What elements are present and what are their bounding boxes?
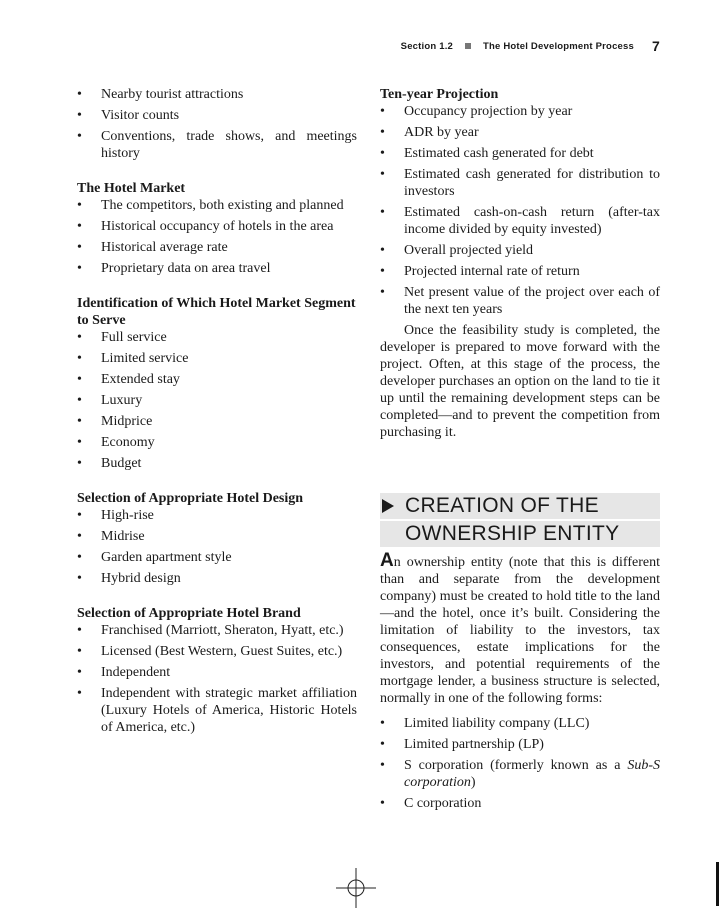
design-section [77,490,357,587]
list-item: • Luxury [77,392,357,409]
list-item: • Extended stay [77,371,357,388]
list-item: • Occupancy projection by year [380,103,660,120]
list-item: • Historical average rate [77,239,357,256]
registration-mark-icon [336,868,376,908]
intro-list [77,86,357,162]
list-item: • Licensed (Best Western, Guest Suites, etc.) [77,643,357,660]
section-title-line-2 [380,521,660,547]
s-corp-text: S corporation (formerly known as a [404,758,628,773]
section-title-line-1 [380,493,660,519]
page-number: 7 [652,38,660,54]
list-item: • Midrise [77,528,357,545]
list-item: • The competitors, both existing and planned [77,197,357,214]
header-separator-square [465,43,471,49]
list-item: • Full service [77,329,357,346]
list-item: • Estimated cash generated for distribution to investors [380,166,660,200]
list-item: • Independent [77,664,357,681]
list-item: • C corporation [380,795,660,812]
list-item: • Historical occupancy of hotels in the area [77,218,357,235]
list-item: • Proprietary data on area travel [77,260,357,277]
header-section: Section 1.2 [400,40,454,52]
section-title [380,493,660,549]
list-item: • Limited service [77,350,357,367]
header-title: The Hotel Development Process [483,40,634,52]
list-item: • Overall projected yield [380,242,660,259]
trim-edge-line [716,862,719,906]
list-item: • Conventions, trade shows, and meetings history [77,128,357,162]
list-item: • Independent with strategic market affiliation (Luxury Hotels of America, Historic Hotels of America, etc.) [77,685,357,736]
hotel-market-section [77,180,357,277]
list-item: • Franchised (Marriott, Sheraton, Hyatt, etc.) [77,622,357,639]
list-item: • Limited liability company (LLC) [380,715,660,732]
list-item: • Estimated cash generated for debt [380,145,660,162]
list-item: • Visitor counts [77,107,357,124]
drop-cap: A [380,550,394,571]
segment-section [77,295,357,472]
section-heading: Selection of Appropriate Hotel Brand [77,606,301,621]
forms-list [380,715,660,812]
list-item: • Economy [77,434,357,451]
list-item: • Garden apartment style [77,549,357,566]
left-column [77,86,357,754]
triangle-bullet-icon [382,499,394,513]
list-item [380,757,660,791]
section-title-text-2: OWNERSHIP ENTITY [405,522,620,545]
section-heading: Ten-year Projection [380,87,499,102]
ownership-paragraph [380,552,660,707]
list-item: • Projected internal rate of return [380,263,660,280]
s-corp-italic: Sub-S corporation [404,758,660,790]
list-item: • ADR by year [380,124,660,141]
projection-section [380,86,660,318]
s-corp-suffix: ) [470,775,476,790]
list-item: • High-rise [77,507,357,524]
section-heading: The Hotel Market [77,181,186,196]
feasibility-paragraph: Once the feasibility study is completed, the developer is prepared to move forward with the project. Often, at this stage of the process, the developer purchases an option on the land to tie it up until the remaining development steps can be completed—and to prevent the competition from purchasing it. [380,323,660,440]
list-item: • Limited partnership (LP) [380,736,660,753]
right-column [380,86,660,441]
section-heading: Selection of Appropriate Hotel Design [77,491,304,506]
section-title-text-1: CREATION OF THE [405,494,599,517]
brand-section [77,605,357,736]
section-heading: Identification of Which Hotel Market Segment to Serve [77,296,356,328]
list-item: • Budget [77,455,357,472]
list-item: • Hybrid design [77,570,357,587]
ownership-text: n ownership entity (note that this is different than and separate from the development company) must be created to hold title to the land—and the hotel, once it’s built. Considering the limitation of liability to the investors, tax consequences, estate implications for the investors, and potential requirements of the mortgage lender, a business structure is selected, normally in one of the following forms: [380,555,660,706]
list-item: • Estimated cash-on-cash return (after-tax income divided by equity invested) [380,204,660,238]
running-header [401,38,660,54]
list-item: • Net present value of the project over each of the next ten years [380,284,660,318]
ownership-body [380,552,660,816]
list-item: • Nearby tourist attractions [77,86,357,103]
list-item: • Midprice [77,413,357,430]
